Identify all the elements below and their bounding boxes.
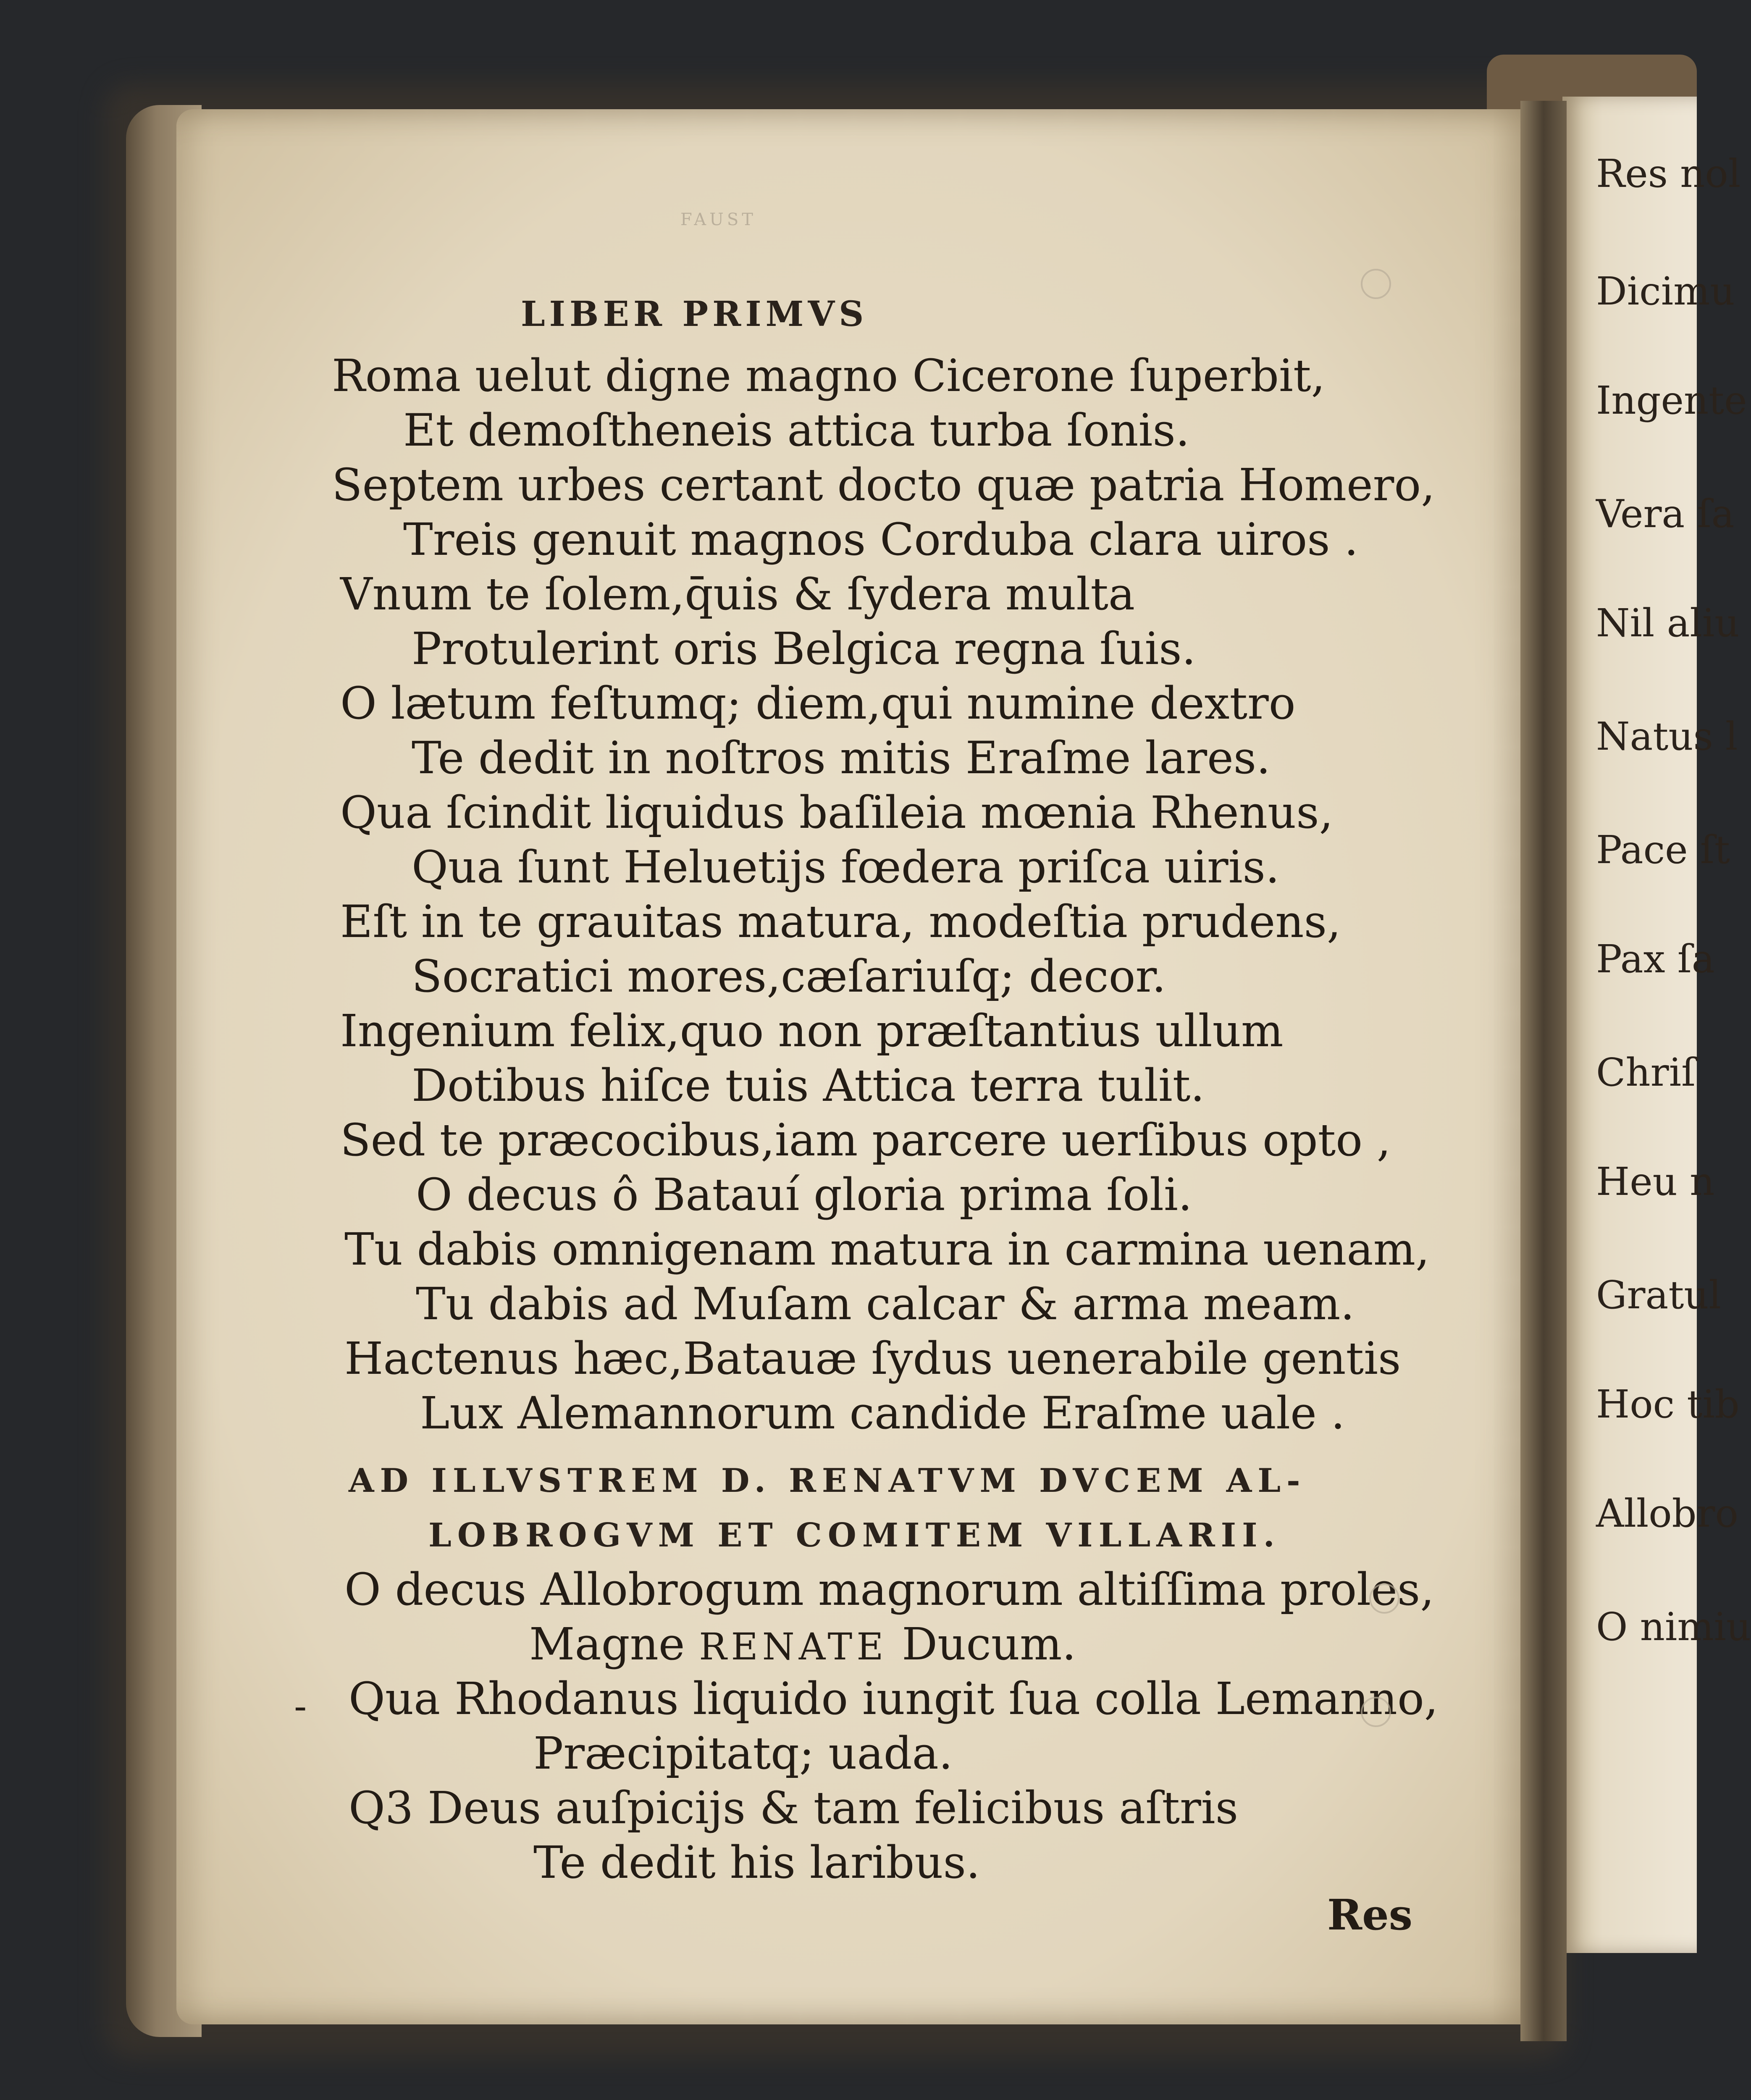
catchword: Res — [1327, 1890, 1413, 1940]
verse-text: Magne — [529, 1618, 699, 1670]
verse-line: Lux Alemannorum candide Eraſme uale . — [420, 1387, 1345, 1439]
facing-word: Pax ſa — [1596, 937, 1715, 982]
facing-word: Hoc tib — [1596, 1382, 1740, 1427]
dedication-heading-line-1: AD ILLVSTREM D. RENATVM DVCEM AL- — [349, 1462, 1306, 1500]
facing-word: Allobro — [1596, 1491, 1738, 1536]
verse-line: Tu dabis omnigenam matura in carmina uenam, — [344, 1223, 1430, 1275]
verse-line: Socratici mores,cæſariuſq; decor. — [412, 950, 1166, 1002]
bleed-through-ring — [1369, 1583, 1399, 1614]
verse-line: Dotibus hiſce tuis Attica terra tulit. — [412, 1060, 1205, 1111]
verse-line: O decus ô Batauí gloria prima ſoli. — [416, 1169, 1192, 1221]
facing-word: Dicimu — [1596, 269, 1735, 314]
verse-line: Te dedit in noſtros mitis Eraſme lares. — [412, 732, 1271, 784]
verse-line: Sed te præcocibus,iam parcere uerſibus opto , — [340, 1114, 1391, 1166]
facing-word: Ingente — [1596, 378, 1747, 423]
verse-line: O decus Allobrogum magnorum altiſſima proles, — [344, 1564, 1434, 1615]
verse-line: Qua ſcindit liquidus baſileia mœnia Rhenus, — [340, 787, 1334, 838]
facing-word: O nimiu — [1596, 1604, 1751, 1649]
bleed-through-ring — [1361, 269, 1391, 299]
verse-line — [529, 1617, 1076, 1674]
verse-line: Qua ſunt Heluetijs fœdera priſca uiris. — [412, 841, 1280, 893]
name-small-caps: RENATE — [699, 1625, 888, 1668]
verse-line: Præcipitatq; uada. — [533, 1727, 953, 1779]
facing-word: Res nol — [1596, 151, 1741, 196]
verse-line: Vnum te ſolem,q̄uis & ſydera multa — [340, 568, 1135, 620]
bleed-through-ring — [1361, 1697, 1391, 1727]
running-head: FAUST — [680, 210, 756, 229]
facing-word: Gratul — [1596, 1273, 1721, 1318]
verse-text: Ducum. — [887, 1618, 1076, 1670]
verse-line: Et demoſtheneis attica turba ſonis. — [403, 404, 1190, 456]
verse-line: O lætum feſtumq; diem,qui numine dextro — [340, 677, 1296, 729]
margin-mark: - — [294, 1684, 307, 1728]
facing-word: Nil aliu — [1596, 601, 1740, 646]
verse-line: Septem urbes certant docto quæ patria Homero, — [332, 459, 1435, 511]
verse-line: Treis genuit magnos Corduba clara uiros . — [403, 514, 1359, 565]
verse-line: Ingenium felix,quo non præſtantius ullum — [340, 1005, 1284, 1057]
facing-word: Heu n — [1596, 1159, 1715, 1204]
section-title: LIBER PRIMVS — [521, 294, 868, 334]
verse-line: Eſt in te grauitas matura, modeſtia prudens, — [340, 896, 1341, 948]
verse-line: Roma uelut digne magno Cicerone ſuperbit, — [332, 350, 1326, 402]
verse-line: Qua Rhodanus liquido iungit ſua colla Lemanno, — [349, 1673, 1439, 1725]
facing-word: Chriſ — [1596, 1050, 1696, 1095]
verse-line: Q3 Deus auſpicijs & tam felicibus aſtris — [349, 1782, 1239, 1834]
verse-line: Hactenus hæc,Batauæ ſydus uenerabile gentis — [344, 1333, 1401, 1384]
verse-line: Protulerint oris Belgica regna ſuis. — [412, 623, 1196, 675]
facing-word: Natus l — [1596, 714, 1738, 759]
verse-line: Te dedit his laribus. — [533, 1837, 980, 1888]
verse-line: Tu dabis ad Muſam calcar & arma meam. — [416, 1278, 1355, 1330]
facing-word: Vera ſa — [1596, 491, 1735, 536]
facing-word: Pace ſt — [1596, 827, 1730, 872]
dedication-heading-line-2: LOBROGVM ET COMITEM VILLARII. — [428, 1516, 1281, 1554]
